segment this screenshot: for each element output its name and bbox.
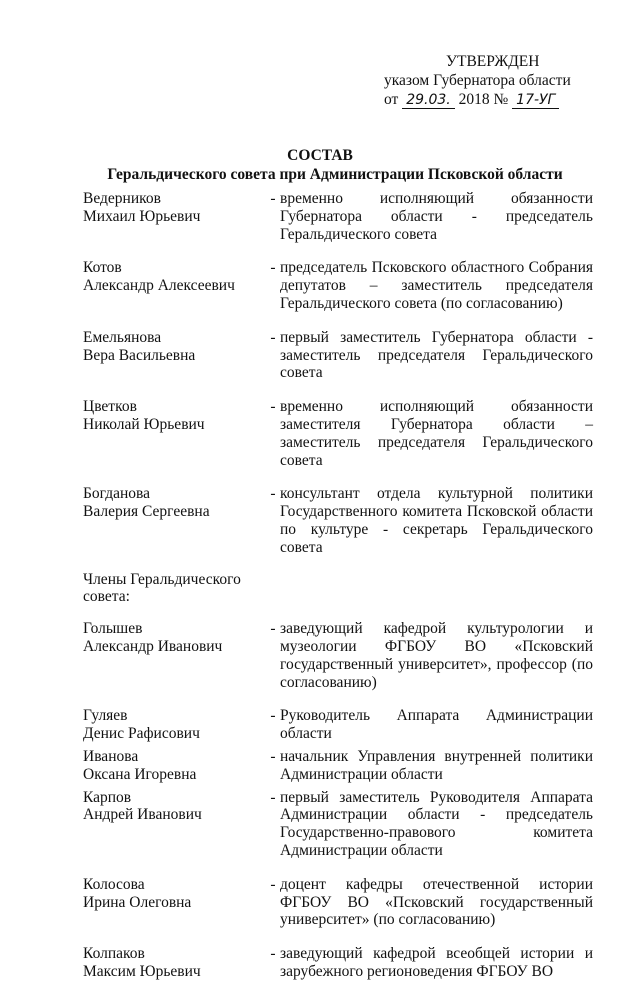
member-name — [83, 945, 266, 981]
dash-separator: - — [270, 788, 276, 806]
dash-separator: - — [270, 945, 276, 963]
member-given-names: Александр Иванович — [83, 637, 223, 655]
member-role: Руководитель Аппарата Администрации области — [280, 707, 593, 743]
member-given-names: Оксана Игоревна — [83, 765, 197, 783]
member-given-names: Вера Васильевна — [83, 346, 196, 364]
member-name — [83, 748, 266, 784]
member-name — [83, 485, 266, 556]
member-given-names: Денис Рафисович — [83, 725, 200, 743]
member-surname: Голышев — [83, 620, 143, 638]
year-number-label: 2018 № — [458, 91, 509, 108]
dash-separator: - — [270, 707, 276, 725]
list-item — [83, 748, 593, 784]
dash-separator: - — [270, 398, 276, 416]
member-name — [83, 789, 266, 860]
member-name — [83, 190, 266, 243]
member-name — [83, 620, 266, 691]
member-surname: Иванова — [83, 747, 139, 765]
approval-stamp — [384, 52, 571, 109]
date-prefix: от — [384, 91, 399, 108]
title-line-1: СОСТАВ — [287, 147, 353, 164]
member-given-names: Михаил Юрьевич — [83, 207, 201, 225]
list-item — [83, 259, 593, 312]
member-name — [83, 329, 266, 382]
member-surname: Котов — [83, 259, 122, 277]
list-item — [83, 329, 593, 382]
dash-separator: - — [270, 875, 276, 893]
member-given-names: Валерия Сергеевна — [83, 503, 210, 521]
member-role: временно исполняющий обязанности заместителя Губернатора области – заместитель председателя Геральдического совета — [280, 398, 593, 469]
member-role: первый заместитель Руководителя Аппарата Администрации области - председатель Государственно-правового комитета Администрации области — [280, 788, 593, 859]
handwritten-number: 17-УГ — [512, 93, 559, 109]
member-role: заведующий кафедрой культурологии и музеологии ФГБОУ ВО «Псковский государственный университет», профессор (по согласованию) — [280, 620, 593, 691]
dash-separator: - — [270, 259, 276, 277]
member-given-names: Александр Алексеевич — [83, 277, 235, 295]
document-title — [0, 146, 640, 184]
handwritten-date: 29.03. — [402, 93, 455, 109]
approval-date-line — [384, 90, 571, 109]
list-item — [83, 789, 593, 860]
approval-heading: УТВЕРЖДЕН — [446, 53, 540, 70]
member-surname: Гуляев — [83, 707, 128, 725]
member-surname: Карпов — [83, 788, 132, 806]
dash-separator: - — [270, 485, 276, 503]
member-name — [83, 398, 266, 469]
list-item — [83, 707, 593, 743]
dash-separator: - — [270, 328, 276, 346]
member-role: временно исполняющий обязанности Губернатора области - председатель Геральдического совета — [280, 190, 593, 243]
member-role: консультант отдела культурной политики Государственного комитета Псковской области по культуре - секретарь Геральдического совета — [280, 485, 593, 556]
member-role: начальник Управления внутренней политики Администрации области — [280, 747, 593, 783]
title-line-2: Геральдического совета при Администрации Псковской области — [107, 166, 563, 183]
member-surname: Емельянова — [83, 328, 162, 346]
dash-separator: - — [270, 747, 276, 765]
member-given-names: Ирина Олеговна — [83, 893, 192, 911]
member-given-names: Андрей Иванович — [83, 806, 202, 824]
member-role: первый заместитель Губернатора области - заместитель председателя Геральдического совета — [280, 328, 593, 382]
member-role: председатель Псковского областного Собрания депутатов – заместитель председателя Геральдического совета (по согласованию) — [280, 259, 593, 312]
dash-separator: - — [270, 190, 276, 207]
list-item — [83, 398, 593, 469]
member-name — [83, 259, 266, 312]
list-item — [83, 876, 593, 929]
member-role: заведующий кафедрой всеобщей истории и зарубежного регионоведения ФГБОУ ВО — [280, 945, 593, 980]
member-surname: Колосова — [83, 875, 145, 893]
list-item — [83, 620, 593, 691]
member-surname: Цветков — [83, 398, 137, 416]
list-item — [83, 485, 593, 556]
list-item — [83, 190, 593, 243]
dash-separator: - — [270, 620, 276, 638]
section-label: Члены Геральдического совета: — [83, 570, 241, 606]
list-item — [83, 945, 593, 981]
members-list — [83, 190, 593, 997]
member-given-names: Максим Юрьевич — [83, 962, 201, 980]
approval-decree-line: указом Губернатора области — [384, 72, 571, 89]
member-surname: Ведерников — [83, 190, 161, 207]
member-name — [83, 707, 266, 743]
member-role: доцент кафедры отечественной истории ФГБОУ ВО «Псковский государственный университет» (по согласованию) — [280, 875, 593, 929]
member-name — [83, 876, 266, 929]
member-given-names: Николай Юрьевич — [83, 415, 205, 433]
member-surname: Богданова — [83, 485, 151, 503]
member-surname: Колпаков — [83, 945, 145, 963]
